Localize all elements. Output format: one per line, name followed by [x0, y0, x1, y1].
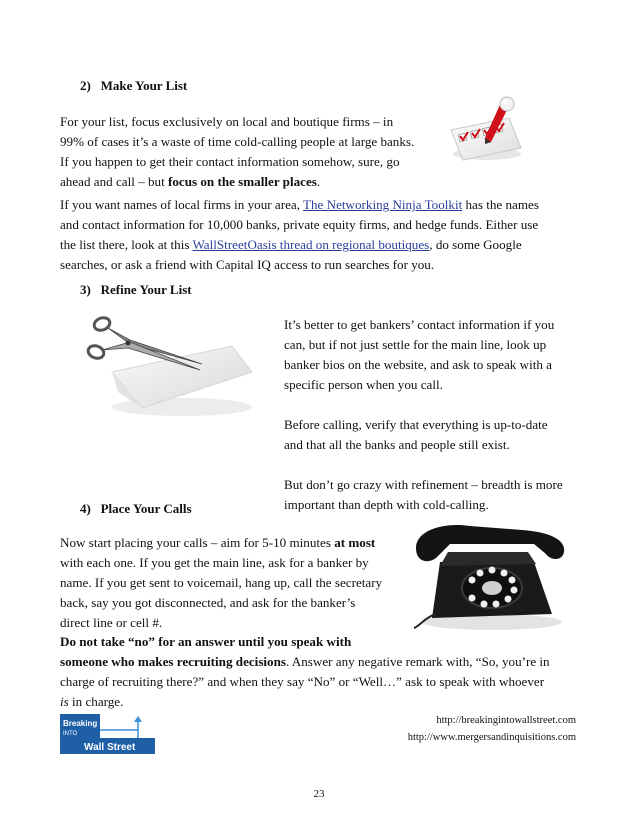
text-line: important than depth with cold-calling.: [284, 497, 489, 512]
text-line: direct line or cell #.: [60, 615, 163, 630]
emphasis: is: [60, 694, 69, 709]
text-line: 99% of cases it’s a waste of time cold-calling people at large banks.: [60, 134, 415, 149]
breakingintowallstreet-link[interactable]: http://breakingintowallstreet.com: [436, 715, 576, 726]
text-line: someone who makes recruiting decisions. Answer any negative remark with, “So, you’re in: [60, 654, 550, 669]
section-2-para-1: [60, 112, 440, 192]
scissors-paper-icon: [82, 312, 257, 422]
text-line: ahead and call – but focus on the smaller places.: [60, 174, 321, 189]
emphasis: someone who makes recruiting decisions: [60, 654, 286, 669]
text-line: and contact information for 10,000 banks, private equity firms, and hedge funds. Either use: [60, 217, 539, 232]
text-line: with each one. If you get the main line, ask for a banker by: [60, 555, 369, 570]
text-line: back, say you got disconnected, and ask for the banker’s: [60, 595, 356, 610]
text-line: charge of recruiting there?” and when they say “No” or “Well…” ask to speak with whoever: [60, 674, 545, 689]
logo-text: INTO: [63, 731, 78, 737]
page-number: 23: [313, 788, 325, 800]
section-2-para-2: [60, 195, 580, 275]
section-title: Refine Your List: [100, 282, 192, 297]
wallstreetoasis-thread-link[interactable]: WallStreetOasis thread on regional boutiques: [192, 237, 430, 252]
text-line: specific person when you call.: [284, 377, 443, 392]
section-title: Make Your List: [100, 78, 188, 93]
text-line: For your list, focus exclusively on local and boutique firms – in: [60, 114, 394, 129]
section-number: 3): [80, 282, 91, 297]
text-line: name. If you get sent to voicemail, hang up, call the secretary: [60, 575, 383, 590]
text-line: If you happen to get their contact information somehow, sure, go: [60, 154, 400, 169]
section-number: 2): [80, 78, 91, 93]
breaking-into-wall-street-logo: [60, 712, 160, 757]
text-line: If you want names of local firms in your area, The Networking Ninja Toolkit has the names: [60, 197, 539, 212]
text-line: But don’t go crazy with refinement – breadth is more: [284, 477, 563, 492]
text-line: the list there, look at this WallStreetOasis thread on regional boutiques, do some Google: [60, 237, 522, 252]
text-line: is in charge.: [60, 694, 124, 709]
text-line: [60, 632, 590, 652]
section-4-heading: [80, 501, 192, 517]
rotary-telephone-icon: [410, 522, 570, 632]
section-number: 4): [80, 501, 91, 516]
text-line: Before calling, verify that everything is up-to-date: [284, 417, 548, 432]
section-3-heading: [80, 282, 192, 298]
section-2-heading: [80, 78, 187, 94]
section-4-para-1: [60, 533, 420, 633]
emphasis: Do not take “no” for an answer until you speak with: [60, 634, 352, 649]
emphasis: at most: [334, 535, 376, 550]
text-line: banker bios on the website, and ask to speak with a: [284, 357, 552, 372]
text-line: Now start placing your calls – aim for 5-10 minutes at most: [60, 535, 376, 550]
text-line: searches, or ask a friend with Capital IQ access to run searches for you.: [60, 257, 435, 272]
mergersandinquisitions-link[interactable]: http://www.mergersandinquisitions.com: [407, 732, 576, 743]
section-title: Place Your Calls: [100, 501, 192, 516]
checklist-pencil-icon: [445, 90, 525, 170]
text-line: and that all the banks and people still exist.: [284, 437, 510, 452]
networking-ninja-toolkit-link[interactable]: The Networking Ninja Toolkit: [303, 197, 463, 212]
text-line: can, but if not just settle for the main line, look up: [284, 337, 547, 352]
logo-text: Breaking: [63, 719, 98, 728]
section-3-text: [284, 315, 594, 515]
section-4-para-2: [60, 632, 590, 712]
emphasis: focus on the smaller places: [167, 174, 317, 189]
logo-text: Wall Street: [84, 742, 136, 753]
text-line: It’s better to get bankers’ contact information if you: [284, 317, 555, 332]
